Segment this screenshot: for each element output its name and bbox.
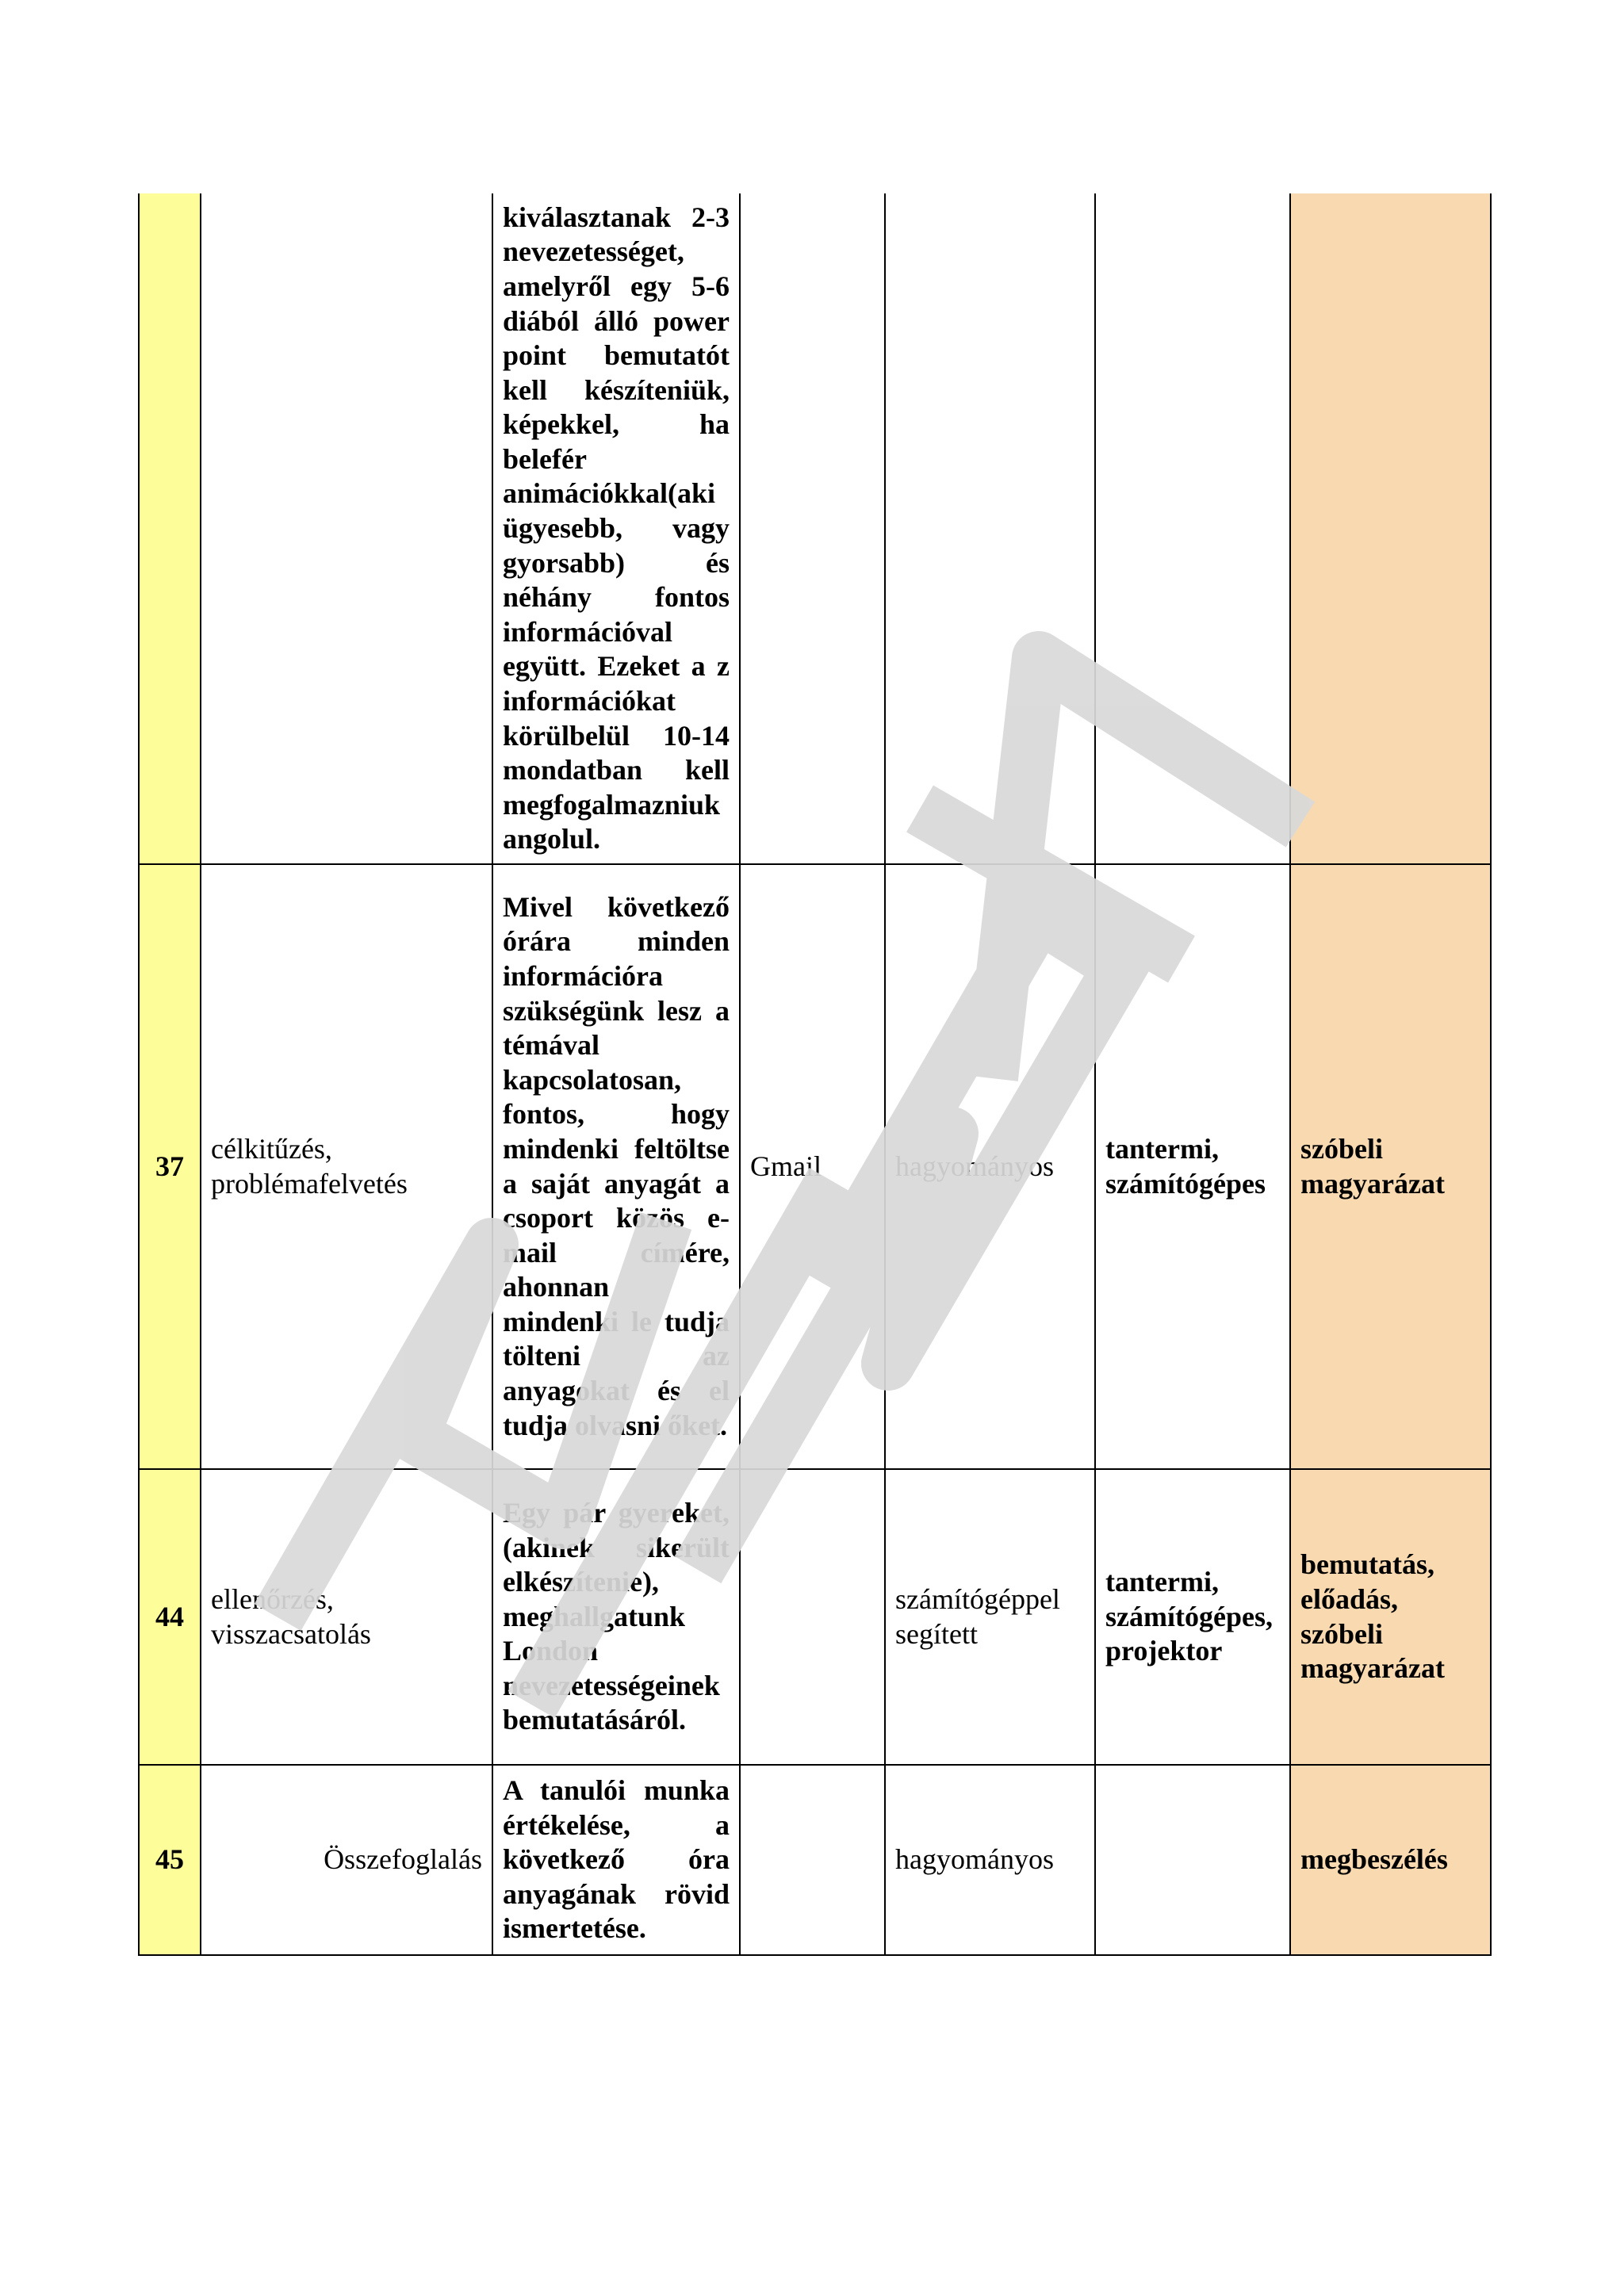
table-row [139, 193, 1491, 864]
row-number [139, 193, 201, 864]
method-cell [885, 193, 1095, 864]
method-cell: hagyományos [885, 864, 1095, 1469]
table-row [139, 864, 1491, 1469]
activity-cell: Összefoglalás [201, 1765, 492, 1955]
activity-cell: ellenőrzés, visszacsatolás [201, 1469, 492, 1765]
method-cell: számítógéppel segített [885, 1469, 1095, 1765]
description-cell: kiválasztanak 2-3 nevezetességet, amelyről egy 5-6 diából álló power point bemutatót kell készíteniük, képekkel, ha belefér animációkkal(aki ügyesebb, vagy gyorsabb) és néhány fontos információval együtt. Ezeket a z információkat körülbelül 10-14 mondatban kell megfogalmazniuk angolul. [492, 193, 740, 864]
description-cell: Egy pár gyereket, (akinek sikerült elkészítenie), meghallgatunk London nevezetességeinek bemutatásáról. [492, 1469, 740, 1765]
method-cell: hagyományos [885, 1765, 1095, 1955]
form-cell [1290, 193, 1491, 864]
environment-cell [1095, 193, 1290, 864]
tool-cell [740, 1469, 885, 1765]
description-cell: Mivel következő órára minden információra szükségünk lesz a témával kapcsolatosan, fontos, hogy mindenki feltöltse a saját anyagát a csoport közös e- mail címére, ahonnan mindenki le tudja tölteni az anyagokat és el tudja olvasni őket. [492, 864, 740, 1469]
form-cell: bemutatás, előadás, szóbeli magyarázat [1290, 1469, 1491, 1765]
lesson-plan-table [138, 193, 1492, 1956]
tool-cell [740, 1765, 885, 1955]
activity-cell [201, 193, 492, 864]
description-cell: A tanulói munka értékelése, a következő óra anyagának rövid ismertetése. [492, 1765, 740, 1955]
table-row [139, 1469, 1491, 1765]
environment-cell [1095, 1765, 1290, 1955]
form-cell: megbeszélés [1290, 1765, 1491, 1955]
activity-cell: célkitűzés, problémafelvetés [201, 864, 492, 1469]
tool-cell: Gmail [740, 864, 885, 1469]
tool-cell [740, 193, 885, 864]
row-number: 45 [139, 1765, 201, 1955]
form-cell: szóbeli magyarázat [1290, 864, 1491, 1469]
environment-cell: tantermi, számítógépes [1095, 864, 1290, 1469]
row-number: 37 [139, 864, 201, 1469]
row-number: 44 [139, 1469, 201, 1765]
environment-cell: tantermi, számítógépes, projektor [1095, 1469, 1290, 1765]
table-row [139, 1765, 1491, 1955]
